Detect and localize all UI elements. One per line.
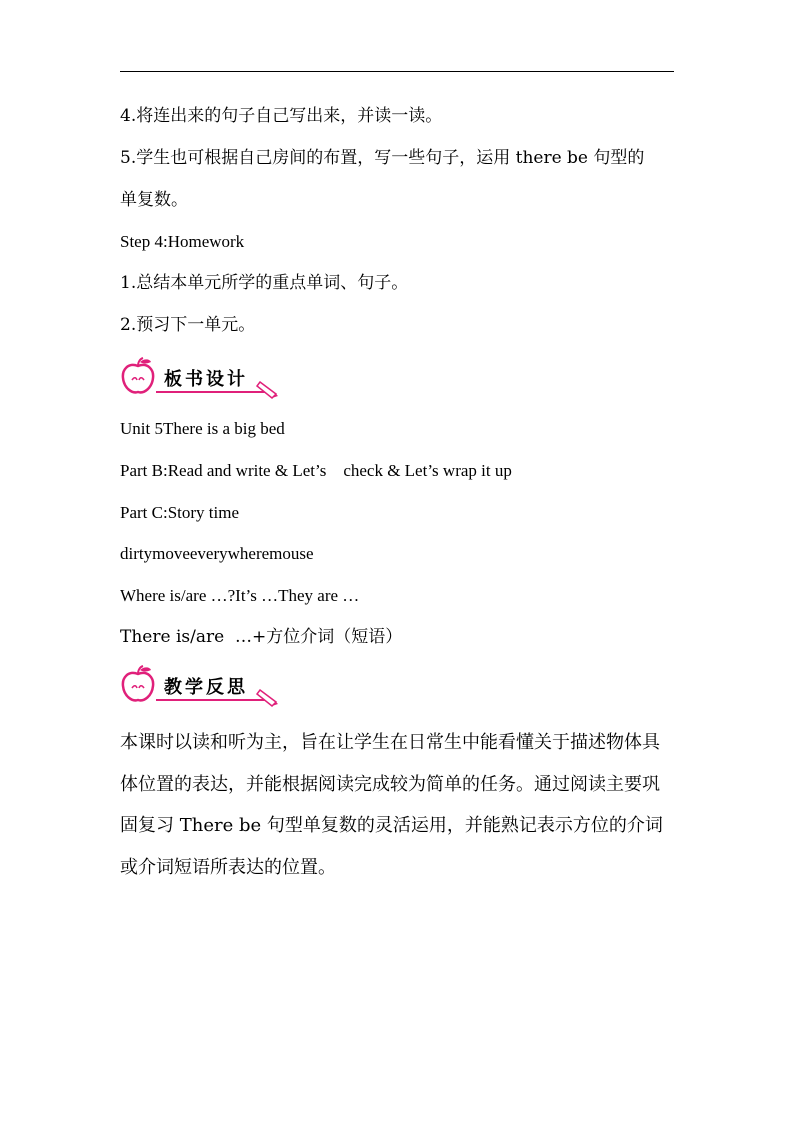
section-title: 教学反思 xyxy=(164,677,248,698)
text-line: There is/are …+方位介词（短语） xyxy=(120,627,403,647)
text-line: 4.将连出来的句子自己写出来，并读一读。 xyxy=(120,106,443,126)
section-heading-teaching-reflection xyxy=(120,664,290,708)
text-line: 2.预习下一单元。 xyxy=(120,315,256,335)
text-line: Part B:Read and write & Let’s check & Let’s wrap it up xyxy=(120,461,512,480)
text-line: Where is/are …?It’s …They are … xyxy=(120,586,360,605)
text-line: Unit 5There is a big bed xyxy=(120,419,285,438)
text-line: 单复数。 xyxy=(120,190,188,210)
text-line: Step 4:Homework xyxy=(120,232,245,251)
text-line: 5.学生也可根据自己房间的布置，写一些句子，运用 there be 句型的 xyxy=(120,148,645,168)
header-rule xyxy=(120,71,674,72)
text-line: Part C:Story time xyxy=(120,503,239,522)
section-heading-board-design xyxy=(120,356,290,400)
section-title: 板书设计 xyxy=(164,369,248,390)
text-line: 1.总结本单元所学的重点单词、句子。 xyxy=(120,273,409,293)
text-line: dirtymoveeverywheremouse xyxy=(120,544,314,563)
reflection-paragraph: 本课时以读和听为主，旨在让学生在日常生中能看懂关于描述物体具体位置的表达，并能根据阅读完成较为简单的任务。通过阅读主要巩固复习 There be 句型单复数的灵活运用，并能熟记表示方位的介词或介词短语所表达的位置。 xyxy=(120,732,663,878)
